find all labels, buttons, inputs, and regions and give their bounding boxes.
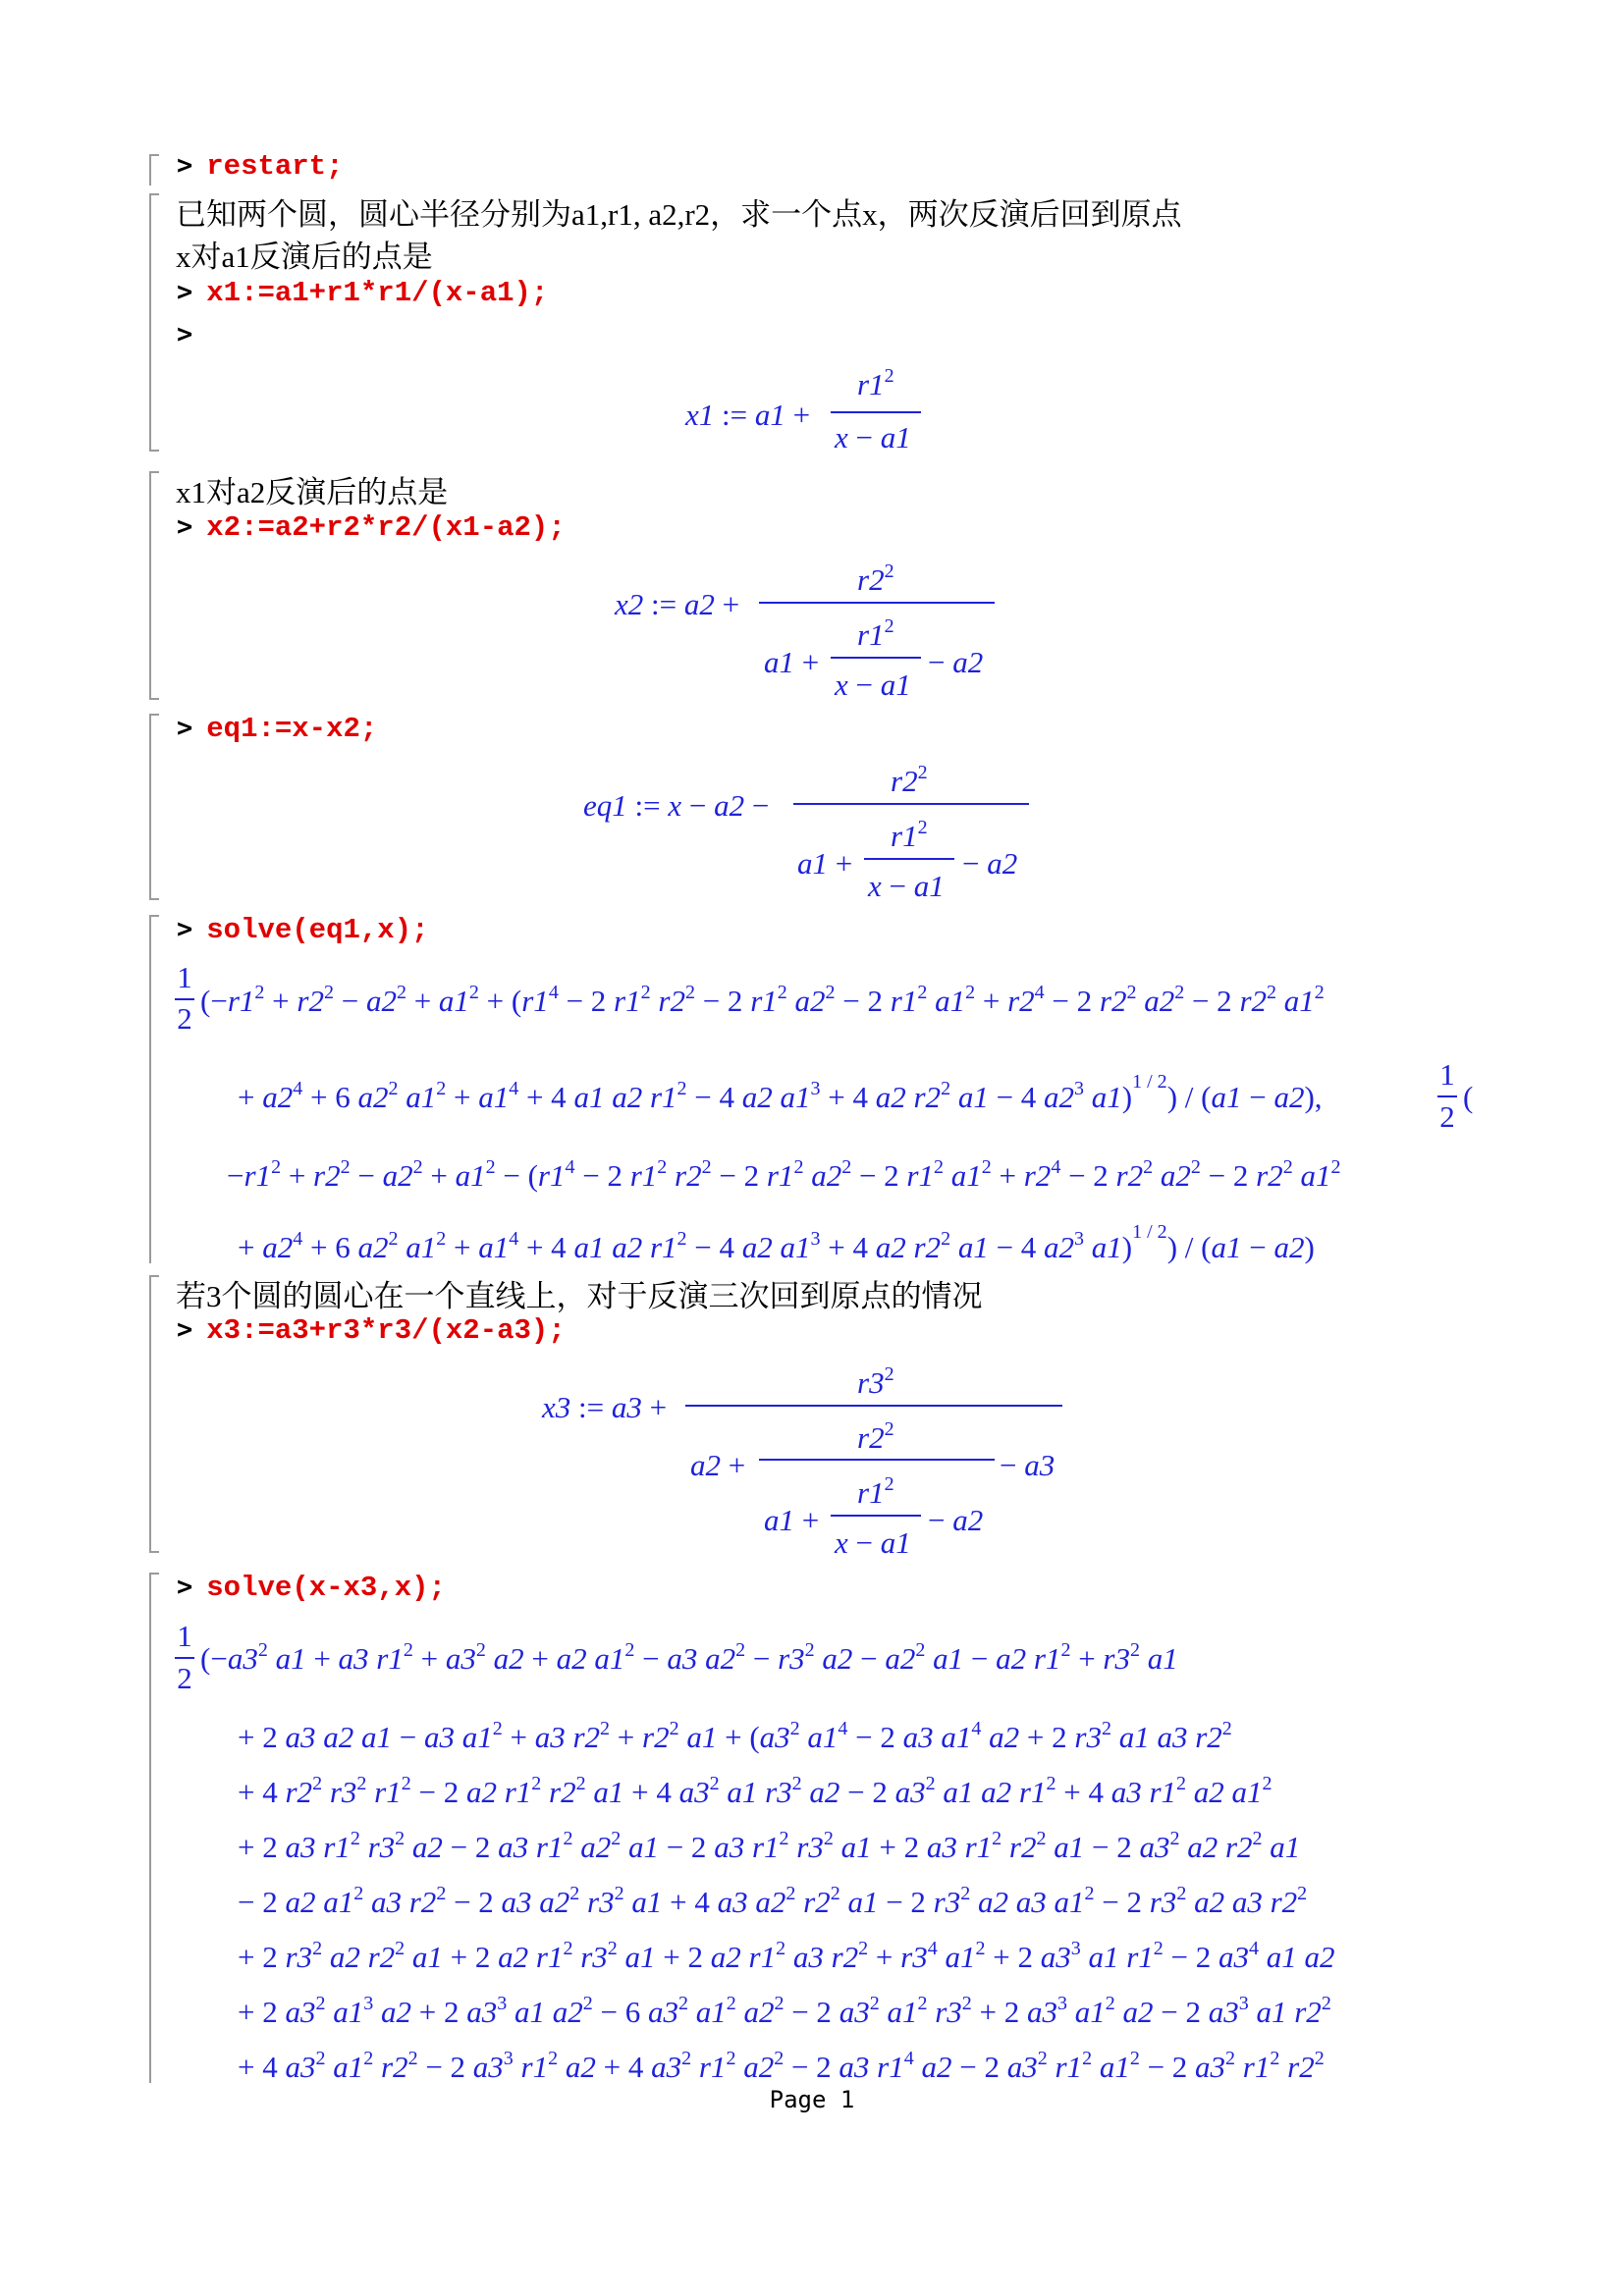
text-comment: 若3个圆的圆心在一个直线上，对于反演三次回到原点的情况 <box>176 1279 983 1313</box>
input-line-x2[interactable] <box>177 511 566 544</box>
input-prompt: > <box>177 277 193 307</box>
execution-group-bracket[interactable] <box>149 714 161 900</box>
input-line-x1[interactable] <box>177 277 548 309</box>
maple-command[interactable]: x2:=a2+r2*r2/(x1-a2); <box>206 511 566 544</box>
input-line-solve2[interactable] <box>177 1572 446 1604</box>
maple-command[interactable]: restart; <box>206 150 344 183</box>
input-line-eq1[interactable] <box>177 713 377 745</box>
text-comment: x对a1反演后的点是 <box>176 240 433 274</box>
execution-group-bracket[interactable] <box>149 1573 161 2083</box>
input-prompt: > <box>177 150 193 181</box>
maple-worksheet-page: > restart; 已知两个圆，圆心半径分别为a1,r1, a2,r2，求一个点x，两次反演后回到原点 x对a1反演后的点是 > x1:=a1+r1*r1/(x-a1); > x1 := a1 + $r1^2$ x − a1 x1对a2反演后的点是 > x2:=a2+r2*r2/(x1-a2); x2 := a2 + $r2^2$ a1 + $r1^2$ x − a1 − a2 > eq1:=x-x2; eq1 := x − a2 − $r2^2$ a1 + $r1^2$ x − a1 − a2 > solve(eq1,x); 1 2 ($-r1^2 + r2^2 - a2^2 + a1^2 + (r1^4 - 2$ $r1^2$ $r2^2 - 2$ $r1^2$ $a2^2 - 2$ $r1^2$ $a1^2 + r2^4 - 2$ $r2^2$ $a2^2 - 2$ $r2^2$ $a1^2$ + $a2^4 + 6$ $a2^2$ $a1^2 + a1^4 + 4$ a1 a2 $r1^2 - 4$ a2 $a1^3 + 4$ a2 $r2^2$ a1 − 4 $a2^3$ a1)$^{1 / 2}$) / (a1 − a2), 1 2 ( $-r1^2 + r2^2 - a2^2 + a1^2 - (r1^4 - 2$ $r1^2$ $r2^2 - 2$ $r1^2$ $a2^2 - 2$ $r1^2$ $a1^2 + r2^4 - 2$ $r2^2$ $a2^2 - 2$ $r2^2$ $a1^2$ + $a2^4 + 6$ $a2^2$ $a1^2 + a1^4 + 4$ a1 a2 $r1^2 - 4$ a2 $a1^3 + 4$ a2 $r2^2$ a1 − 4 $a2^3$ a1)$^{1 / 2}$) / (a1 − a2) 若3个圆的圆心在一个直线上，对于反演三次回到原点的情况 > x3:=a3+r3*r3/(x2-a3); x3 := a3 + $r3^2$ a2 + $r2^2$ − a3 a1 + $r1^2$ x − a1 − a2 > solve(x-x3,x); 1 2 ($-a3^2$ a1 + a3 $r1^2 + a3^2$ a2 + a2 $a1^2 - a3$ $a2^2 - r3^2$ $a2 - a2^2$ a1 − a2 $r1^2 + r3^2$ a1 + 2 a3 a2 a1 − a3 $a1^2 + a3$ $r2^2 + r2^2$ $a1 + (a3^2$ $a1^4 - 2$ a3 $a1^4$ a2 + 2 $r3^2$ a1 a3 $r2^2$ + 4 $r2^2$ $r3^2$ $r1^2 - 2$ a2 $r1^2$ $r2^2$ a1 + 4 $a3^2$ a1 $r3^2$ a2 − 2 $a3^2$ a1 a2 $r1^2 + 4$ a3 $r1^2$ a2 $a1^2$ + 2 a3 $r1^2$ $r3^2$ a2 − 2 a3 $r1^2$ $a2^2$ a1 − 2 a3 $r1^2$ $r3^2$ a1 + 2 a3 $r1^2$ $r2^2$ a1 − 2 $a3^2$ a2 $r2^2$ a1 − 2 a2 $a1^2$ a3 $r2^2 - 2$ a3 $a2^2$ $r3^2$ a1 + 4 a3 $a2^2$ $r2^2$ a1 − 2 $r3^2$ a2 a3 $a1^2 - 2$ $r3^2$ a2 a3 $r2^2$ + 2 $r3^2$ a2 $r2^2$ a1 + 2 a2 $r1^2$ $r3^2$ a1 + 2 a2 $r1^2$ a3 $r2^2 + r3^4$ $a1^2 + 2$ $a3^3$ a1 $r1^2 - 2$ $a3^4$ a1 a2 + 2 $a3^2$ $a1^3$ a2 + 2 $a3^3$ a1 $a2^2 - 6$ $a3^2$ $a1^2$ $a2^2 - 2$ $a3^2$ $a1^2$ $r3^2 + 2$ $a3^3$ $a1^2$ a2 − 2 $a3^3$ a1 $r2^2$ + 4 $a3^2$ $a1^2$ $r2^2 - 2$ $a3^3$ $r1^2$ a2 + 4 $a3^2$ $r1^2$ $a2^2 - 2$ a3 $r1^4$ a2 − 2 $a3^2$ $r1^2$ $a1^2 - 2$ $a3^2$ $r1^2$ $r2^2$ Page 1 <box>0 0 1624 2296</box>
text-comment: 已知两个圆，圆心半径分别为a1,r1, a2,r2，求一个点x，两次反演后回到原点 <box>176 197 1182 232</box>
execution-group-bracket[interactable] <box>149 154 161 186</box>
execution-group-bracket[interactable] <box>149 471 161 700</box>
input-prompt: > <box>177 1572 193 1602</box>
text-comment: x1对a2反演后的点是 <box>176 475 449 509</box>
input-line-solve1[interactable] <box>177 914 429 946</box>
input-prompt: > <box>177 914 193 944</box>
input-line-restart[interactable] <box>177 150 344 183</box>
input-prompt: > <box>177 511 193 542</box>
maple-command[interactable]: x3:=a3+r3*r3/(x2-a3); <box>206 1314 566 1347</box>
maple-command[interactable]: solve(eq1,x); <box>206 914 429 946</box>
page-footer: Page 1 <box>769 2086 855 2113</box>
execution-group-bracket[interactable] <box>149 1275 161 1553</box>
maple-command[interactable]: x1:=a1+r1*r1/(x-a1); <box>206 277 549 309</box>
empty-input-line[interactable] <box>177 319 192 349</box>
input-line-x3[interactable] <box>177 1314 566 1347</box>
input-prompt: > <box>177 319 193 349</box>
input-prompt: > <box>177 1314 193 1345</box>
input-prompt: > <box>177 713 193 743</box>
execution-group-bracket[interactable] <box>149 193 161 452</box>
maple-command[interactable]: eq1:=x-x2; <box>206 713 378 745</box>
maple-command[interactable]: solve(x-x3,x); <box>206 1572 446 1604</box>
execution-group-bracket[interactable] <box>149 915 161 1263</box>
